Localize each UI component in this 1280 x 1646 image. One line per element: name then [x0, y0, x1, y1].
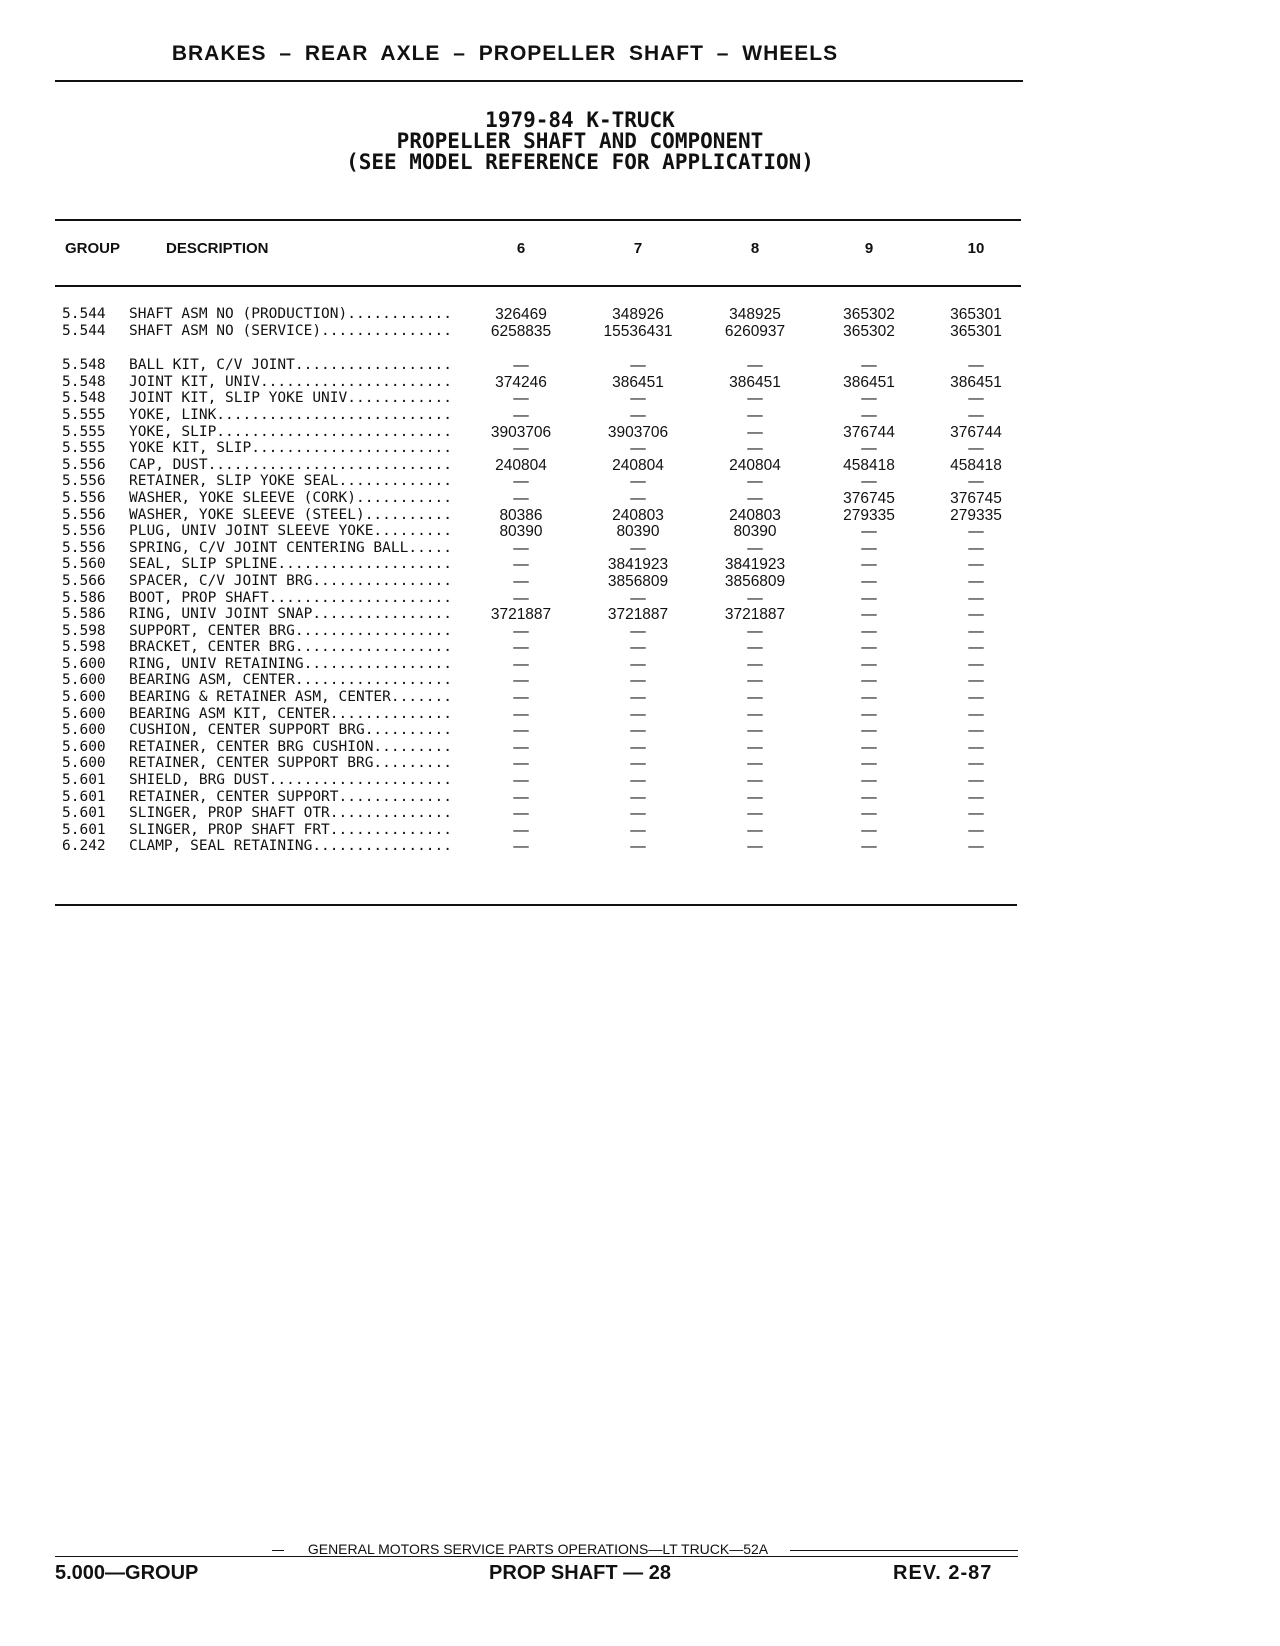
part-number-col-8: — — [747, 357, 763, 375]
col-header-7: 7 — [633, 240, 643, 257]
part-description: JOINT KIT, SLIP YOKE UNIV............ — [129, 390, 453, 407]
group-number: 5.600 — [62, 672, 106, 689]
table-row — [0, 689, 1280, 706]
part-number-col-8: — — [747, 755, 763, 773]
part-number-col-8: — — [747, 589, 763, 607]
part-number-col-10: 279335 — [950, 506, 1002, 524]
group-number: 5.600 — [62, 755, 106, 772]
part-number-col-7: — — [630, 655, 646, 673]
part-number-col-7: — — [630, 622, 646, 640]
group-number: 5.601 — [62, 821, 106, 838]
part-number-col-7: — — [630, 821, 646, 839]
col-header-6: 6 — [516, 240, 526, 257]
part-number-col-9: — — [861, 805, 877, 823]
table-row — [0, 739, 1280, 756]
part-number-col-10: — — [968, 539, 984, 557]
table-row — [0, 407, 1280, 424]
part-number-col-8: 386451 — [729, 373, 781, 391]
part-number-col-8: — — [747, 406, 763, 424]
part-number-col-8: — — [747, 440, 763, 458]
part-number-col-9: — — [861, 838, 877, 856]
part-description: BEARING & RETAINER ASM, CENTER....... — [129, 689, 453, 706]
part-number-col-10: 365301 — [950, 322, 1002, 340]
table-row — [0, 672, 1280, 689]
part-number-col-6: — — [513, 589, 529, 607]
part-number-col-6: 80390 — [499, 523, 543, 541]
part-number-col-6: 3903706 — [490, 423, 552, 441]
part-number-col-7: — — [630, 838, 646, 856]
table-row — [0, 523, 1280, 540]
col-header-description: DESCRIPTION — [166, 240, 269, 257]
part-description: RETAINER, CENTER SUPPORT............. — [129, 788, 453, 805]
part-description: BEARING ASM KIT, CENTER.............. — [129, 705, 453, 722]
col-header-9: 9 — [864, 240, 874, 257]
part-number-col-9: — — [861, 655, 877, 673]
part-number-col-8: — — [747, 423, 763, 441]
table-row — [0, 755, 1280, 772]
part-description: PLUG, UNIV JOINT SLEEVE YOKE......... — [129, 523, 453, 540]
part-number-col-9: — — [861, 357, 877, 375]
group-number: 5.556 — [62, 506, 106, 523]
table-row — [0, 805, 1280, 822]
table-row — [0, 706, 1280, 723]
part-number-col-7: — — [630, 705, 646, 723]
part-number-col-9: — — [861, 705, 877, 723]
table-row — [0, 606, 1280, 623]
footer-page: PROP SHAFT — 28 — [489, 1562, 671, 1584]
table-row — [0, 374, 1280, 391]
part-number-col-7: — — [630, 473, 646, 491]
part-number-col-7: — — [630, 406, 646, 424]
part-number-col-6: 374246 — [495, 373, 547, 391]
part-number-col-6: — — [513, 738, 529, 756]
part-number-col-6: — — [513, 357, 529, 375]
part-number-col-8: 240804 — [729, 456, 781, 474]
part-number-col-6: — — [513, 440, 529, 458]
part-number-col-10: — — [968, 805, 984, 823]
part-number-col-7: — — [630, 672, 646, 690]
group-number: 5.544 — [62, 306, 106, 322]
part-number-col-6: — — [513, 755, 529, 773]
title-line-2: PROPELLER SHAFT AND COMPONENT — [396, 129, 764, 153]
part-number-col-10: — — [968, 523, 984, 541]
part-number-col-9: — — [861, 738, 877, 756]
group-number: 5.548 — [62, 357, 106, 374]
part-description: RING, UNIV RETAINING................. — [129, 655, 453, 672]
table-row — [0, 573, 1280, 590]
part-number-col-7: — — [630, 772, 646, 790]
part-number-col-8: — — [747, 473, 763, 491]
part-number-col-9: — — [861, 755, 877, 773]
part-number-col-9: — — [861, 556, 877, 574]
part-number-col-10: — — [968, 738, 984, 756]
part-description: SLINGER, PROP SHAFT OTR.............. — [129, 805, 453, 822]
group-number: 5.556 — [62, 473, 106, 490]
part-number-col-10: — — [968, 672, 984, 690]
part-number-col-8: — — [747, 622, 763, 640]
group-number: 5.560 — [62, 556, 106, 573]
part-number-col-9: — — [861, 589, 877, 607]
part-number-col-10: — — [968, 390, 984, 408]
part-description: WASHER, YOKE SLEEVE (STEEL).......... — [129, 506, 453, 523]
part-number-col-8: — — [747, 738, 763, 756]
parts-table-body — [0, 306, 1280, 855]
part-number-col-10: — — [968, 473, 984, 491]
table-row — [0, 440, 1280, 457]
part-description: CUSHION, CENTER SUPPORT BRG.......... — [129, 722, 453, 739]
part-number-col-6: — — [513, 821, 529, 839]
part-number-col-9: — — [861, 672, 877, 690]
group-number: 5.600 — [62, 655, 106, 672]
part-number-col-7: 240804 — [612, 456, 664, 474]
part-number-col-8: 3841923 — [724, 556, 786, 574]
part-number-col-10: — — [968, 622, 984, 640]
part-number-col-6: — — [513, 788, 529, 806]
header-rule — [55, 80, 1023, 82]
part-description: BRACKET, CENTER BRG.................. — [129, 639, 453, 656]
table-row — [0, 357, 1280, 374]
group-number: 6.242 — [62, 838, 106, 855]
group-number: 5.600 — [62, 722, 106, 739]
part-number-col-10: — — [968, 572, 984, 590]
table-top-rule — [55, 219, 1021, 221]
table-row — [0, 490, 1280, 507]
col-header-group: GROUP — [65, 240, 121, 257]
part-number-col-7: — — [630, 539, 646, 557]
part-number-col-10: — — [968, 606, 984, 624]
group-number: 5.556 — [62, 489, 106, 506]
part-number-col-7: 3903706 — [607, 423, 669, 441]
part-number-col-7: — — [630, 440, 646, 458]
part-number-col-9: — — [861, 440, 877, 458]
part-number-col-7: 80390 — [616, 523, 660, 541]
table-row — [0, 838, 1280, 855]
table-bottom-rule — [55, 904, 1017, 906]
part-description: SHIELD, BRG DUST..................... — [129, 772, 453, 789]
group-number: 5.555 — [62, 406, 106, 423]
part-number-col-8: — — [747, 788, 763, 806]
table-row — [0, 390, 1280, 407]
group-number: 5.566 — [62, 572, 106, 589]
part-number-col-9: — — [861, 788, 877, 806]
part-number-col-6: 80386 — [499, 506, 543, 524]
part-number-col-9: — — [861, 622, 877, 640]
part-number-col-10: — — [968, 440, 984, 458]
part-description: BEARING ASM, CENTER.................. — [129, 672, 453, 689]
table-row — [0, 540, 1280, 557]
table-row — [0, 507, 1280, 524]
part-number-col-6: — — [513, 539, 529, 557]
part-number-col-9: — — [861, 821, 877, 839]
part-number-col-9: 279335 — [843, 506, 895, 524]
part-number-col-10: — — [968, 838, 984, 856]
part-number-col-9: — — [861, 390, 877, 408]
group-number: 5.548 — [62, 390, 106, 407]
part-number-col-7: 3856809 — [607, 572, 669, 590]
part-number-col-8: — — [747, 489, 763, 507]
part-number-col-7: — — [630, 489, 646, 507]
part-number-col-7: 3721887 — [607, 606, 669, 624]
part-number-col-9: — — [861, 689, 877, 707]
part-description: RING, UNIV JOINT SNAP................ — [129, 606, 453, 623]
footer-revision: REV. 2-87 — [893, 1562, 993, 1584]
part-number-col-10: — — [968, 357, 984, 375]
part-number-col-9: — — [861, 772, 877, 790]
part-description: YOKE, LINK........................... — [129, 406, 453, 423]
part-number-col-9: 458418 — [843, 456, 895, 474]
part-number-col-8: — — [747, 655, 763, 673]
group-number: 5.556 — [62, 539, 106, 556]
part-description: BOOT, PROP SHAFT..................... — [129, 589, 453, 606]
part-number-col-6: — — [513, 556, 529, 574]
part-number-col-10: — — [968, 406, 984, 424]
group-number: 5.556 — [62, 456, 106, 473]
table-row — [0, 623, 1280, 640]
part-number-col-6: — — [513, 390, 529, 408]
part-number-col-7: — — [630, 357, 646, 375]
part-description: SPRING, C/V JOINT CENTERING BALL..... — [129, 539, 453, 556]
part-number-col-10: 376744 — [950, 423, 1002, 441]
part-number-col-7: — — [630, 805, 646, 823]
part-number-col-10: 365301 — [950, 306, 1002, 323]
part-number-col-7: — — [630, 722, 646, 740]
part-number-col-8: 80390 — [733, 523, 777, 541]
footer-group: 5.000—GROUP — [55, 1562, 199, 1584]
part-number-col-9: 376745 — [843, 489, 895, 507]
part-number-col-6: — — [513, 489, 529, 507]
footer-rule-bottom — [55, 1556, 1018, 1557]
part-description: WASHER, YOKE SLEEVE (CORK)........... — [129, 489, 453, 506]
part-number-col-8: — — [747, 772, 763, 790]
section-header: BRAKES – REAR AXLE – PROPELLER SHAFT – WHEELS — [171, 42, 839, 65]
part-number-col-7: — — [630, 755, 646, 773]
part-number-col-7: 240803 — [612, 506, 664, 524]
part-description: SEAL, SLIP SPLINE.................... — [129, 556, 453, 573]
group-number: 5.555 — [62, 423, 106, 440]
part-number-col-8: — — [747, 539, 763, 557]
part-number-col-8: — — [747, 390, 763, 408]
part-number-col-9: — — [861, 473, 877, 491]
part-number-col-6: — — [513, 672, 529, 690]
group-number: 5.556 — [62, 523, 106, 540]
part-number-col-6: — — [513, 772, 529, 790]
col-header-8: 8 — [750, 240, 760, 257]
part-number-col-7: — — [630, 390, 646, 408]
group-number: 5.598 — [62, 639, 106, 656]
part-number-col-10: — — [968, 821, 984, 839]
part-number-col-6: 326469 — [495, 306, 547, 323]
part-number-col-7: 15536431 — [603, 322, 673, 340]
part-number-col-10: 376745 — [950, 489, 1002, 507]
part-description: JOINT KIT, UNIV...................... — [129, 373, 453, 390]
part-number-col-10: — — [968, 689, 984, 707]
part-number-col-9: — — [861, 639, 877, 657]
part-number-col-10: — — [968, 589, 984, 607]
group-number: 5.601 — [62, 805, 106, 822]
part-number-col-8: — — [747, 705, 763, 723]
part-number-col-10: — — [968, 639, 984, 657]
table-row — [0, 590, 1280, 607]
part-number-col-6: — — [513, 722, 529, 740]
part-number-col-8: 240803 — [729, 506, 781, 524]
part-number-col-10: — — [968, 722, 984, 740]
part-number-col-8: — — [747, 805, 763, 823]
part-description: SUPPORT, CENTER BRG.................. — [129, 622, 453, 639]
part-description: SPACER, C/V JOINT BRG................ — [129, 572, 453, 589]
table-row — [0, 656, 1280, 673]
part-number-col-9: — — [861, 606, 877, 624]
part-number-col-7: — — [630, 589, 646, 607]
part-number-col-8: 3856809 — [724, 572, 786, 590]
part-description: RETAINER, SLIP YOKE SEAL............. — [129, 473, 453, 490]
part-number-col-9: — — [861, 722, 877, 740]
part-description: SLINGER, PROP SHAFT FRT.............. — [129, 821, 453, 838]
part-number-col-6: — — [513, 406, 529, 424]
part-description: RETAINER, CENTER SUPPORT BRG......... — [129, 755, 453, 772]
part-number-col-7: — — [630, 788, 646, 806]
table-row — [0, 722, 1280, 739]
part-number-col-7: — — [630, 689, 646, 707]
part-number-col-8: 6260937 — [724, 322, 786, 340]
table-row — [0, 473, 1280, 490]
part-description: YOKE, SLIP........................... — [129, 423, 453, 440]
part-number-col-9: 365302 — [843, 322, 895, 340]
part-description: BALL KIT, C/V JOINT.................. — [129, 357, 453, 374]
part-number-col-9: 386451 — [843, 373, 895, 391]
part-number-col-6: — — [513, 639, 529, 657]
part-number-col-6: — — [513, 805, 529, 823]
table-row — [0, 323, 1280, 340]
part-number-col-7: 386451 — [612, 373, 664, 391]
table-row — [0, 556, 1280, 573]
part-number-col-7: — — [630, 738, 646, 756]
table-row — [0, 822, 1280, 839]
group-number: 5.601 — [62, 788, 106, 805]
part-description: RETAINER, CENTER BRG CUSHION......... — [129, 738, 453, 755]
part-number-col-8: — — [747, 838, 763, 856]
part-number-col-6: 3721887 — [490, 606, 552, 624]
table-row — [0, 789, 1280, 806]
group-number: 5.600 — [62, 738, 106, 755]
part-number-col-8: — — [747, 722, 763, 740]
part-number-col-6: — — [513, 572, 529, 590]
table-row — [0, 772, 1280, 789]
part-number-col-10: — — [968, 772, 984, 790]
part-number-col-8: — — [747, 821, 763, 839]
group-number: 5.586 — [62, 589, 106, 606]
part-number-col-10: 458418 — [950, 456, 1002, 474]
part-number-col-8: 348925 — [729, 306, 781, 323]
part-number-col-7: 348926 — [612, 306, 664, 323]
group-number: 5.548 — [62, 373, 106, 390]
part-number-col-6: — — [513, 473, 529, 491]
part-number-col-10: — — [968, 556, 984, 574]
part-number-col-10: — — [968, 755, 984, 773]
part-number-col-6: 240804 — [495, 456, 547, 474]
part-number-col-10: 386451 — [950, 373, 1002, 391]
part-number-col-9: — — [861, 572, 877, 590]
title-line-3: (SEE MODEL REFERENCE FOR APPLICATION) — [346, 150, 814, 174]
part-number-col-9: — — [861, 539, 877, 557]
part-number-col-7: 3841923 — [607, 556, 669, 574]
part-number-col-10: — — [968, 705, 984, 723]
footer-publisher: GENERAL MOTORS SERVICE PARTS OPERATIONS—LT TRUCK—52A — [307, 1541, 769, 1557]
group-number: 5.586 — [62, 606, 106, 623]
group-number: 5.598 — [62, 622, 106, 639]
part-number-col-8: 3721887 — [724, 606, 786, 624]
table-row — [0, 306, 1280, 323]
part-number-col-8: — — [747, 639, 763, 657]
part-number-col-8: — — [747, 689, 763, 707]
table-row — [0, 639, 1280, 656]
part-number-col-10: — — [968, 655, 984, 673]
header-bottom-rule — [55, 285, 1021, 287]
footer-rule-right — [790, 1550, 1018, 1551]
part-number-col-9: — — [861, 523, 877, 541]
table-row — [0, 424, 1280, 441]
part-description: SHAFT ASM NO (SERVICE)............... — [129, 322, 453, 339]
title-line-1: 1979-84 K-TRUCK — [485, 108, 675, 132]
part-description: CLAMP, SEAL RETAINING................ — [129, 838, 453, 855]
part-number-col-6: — — [513, 705, 529, 723]
group-number: 5.555 — [62, 440, 106, 457]
part-number-col-6: — — [513, 689, 529, 707]
col-header-10: 10 — [967, 240, 985, 257]
part-number-col-9: 365302 — [843, 306, 895, 323]
part-number-col-6: 6258835 — [490, 322, 552, 340]
part-description: SHAFT ASM NO (PRODUCTION)............ — [129, 306, 453, 322]
part-description: YOKE KIT, SLIP....................... — [129, 440, 453, 457]
group-number: 5.601 — [62, 772, 106, 789]
part-number-col-6: — — [513, 655, 529, 673]
part-description: CAP, DUST............................ — [129, 456, 453, 473]
table-row — [0, 457, 1280, 474]
group-number: 5.544 — [62, 322, 106, 339]
part-number-col-7: — — [630, 639, 646, 657]
group-number: 5.600 — [62, 705, 106, 722]
part-number-col-10: — — [968, 788, 984, 806]
part-number-col-8: — — [747, 672, 763, 690]
part-number-col-6: — — [513, 622, 529, 640]
part-number-col-9: — — [861, 406, 877, 424]
part-number-col-6: — — [513, 838, 529, 856]
group-number: 5.600 — [62, 689, 106, 706]
part-number-col-9: 376744 — [843, 423, 895, 441]
